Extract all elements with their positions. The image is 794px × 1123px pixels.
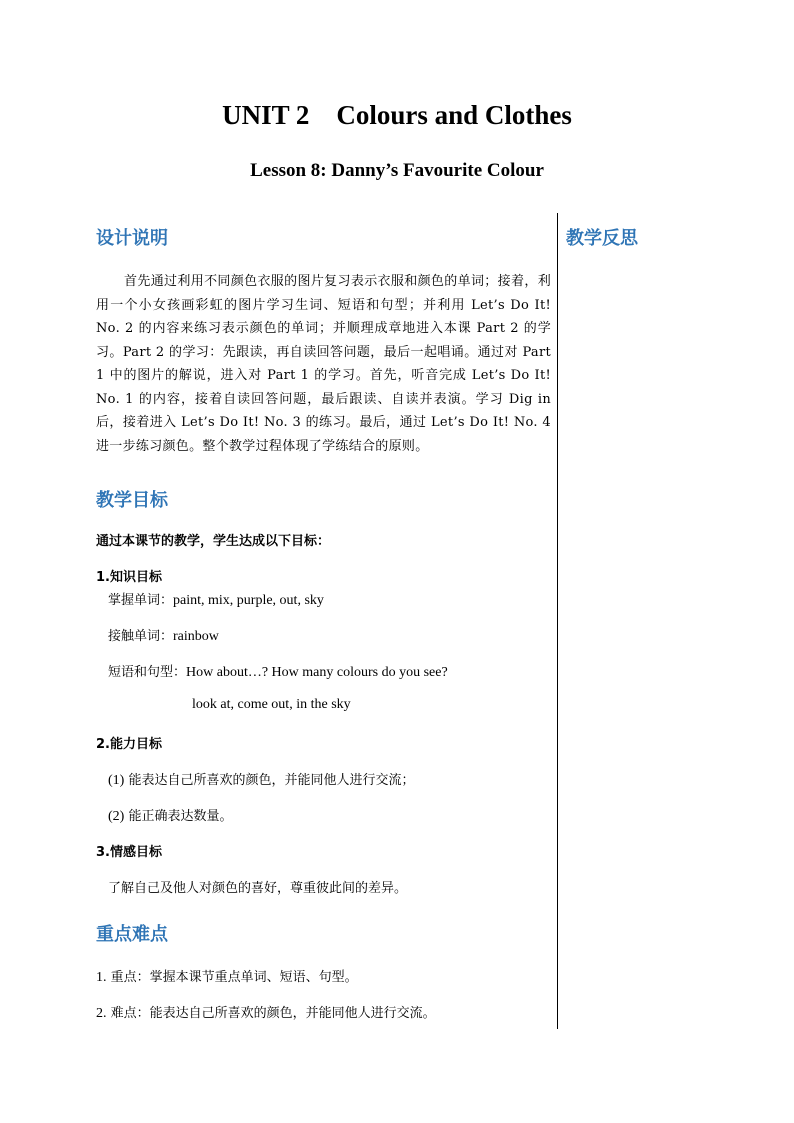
master-words: paint, mix, purple, out, sky bbox=[173, 593, 324, 608]
document-title: UNIT 2 Colours and Clothes bbox=[222, 100, 572, 130]
ability-item-1-number: (1) bbox=[108, 773, 125, 788]
ability-item-1 bbox=[108, 769, 414, 789]
ability-item-2-number: (2) bbox=[108, 809, 125, 824]
lesson-subtitle: Lesson 8: Danny’s Favourite Colour bbox=[250, 160, 544, 181]
design-heading: 设计说明 bbox=[96, 228, 168, 249]
master-words-label: 掌握单词： bbox=[108, 593, 174, 608]
design-paragraph: 首先通过利用不同颜色衣服的图片复习表示衣服和颜色的单词；接着，利用一个小女孩画彩虹的图片学习生词、短语和句型；并利用 Let’s Do It! No. 2 的内容来练习表示颜色的单词；并顺理成章地进入本课 Part 2 的学习。Part 2 的学习：先跟读，再自读回答问题，最后一起唱诵。通过对 Part 1 中的图片的解说，进入对 Part 1 的学习。首先，听音完成 Let’s Do It! No. 1 的内容，接着自读回答问题，最后跟读、自读并表演。学习 Dig in 后，接着进入 Let’s Do It! No. 3 的练习。最后，通过 Let’s Do It! No. 4 进一步练习颜色。整个教学过程体现了学练结合的原则。 bbox=[96, 274, 551, 454]
phrases-line-2: look at, come out, in the sky bbox=[192, 697, 351, 712]
key-point-1 bbox=[96, 966, 358, 986]
knowledge-heading: 1.知识目标 bbox=[96, 570, 162, 585]
emotion-text: 了解自己及他人对颜色的喜好，尊重彼此间的差异。 bbox=[108, 881, 408, 896]
master-words-row bbox=[108, 589, 324, 609]
objectives-heading: 教学目标 bbox=[96, 490, 168, 511]
phrases-row bbox=[108, 661, 448, 681]
key-point-2-number: 2. bbox=[96, 1006, 107, 1021]
phrases-line-1: How about…? How many colours do you see? bbox=[186, 665, 448, 680]
objectives-intro: 通过本课节的教学，学生达成以下目标： bbox=[96, 534, 331, 549]
key-point-2-text: 难点：能表达自己所喜欢的颜色，并能同他人进行交流。 bbox=[110, 1006, 436, 1021]
key-point-1-number: 1. bbox=[96, 970, 107, 985]
contact-words: rainbow bbox=[173, 629, 219, 644]
key-point-1-text: 重点：掌握本课节重点单词、短语、句型。 bbox=[110, 970, 358, 985]
reflection-heading: 教学反思 bbox=[566, 228, 638, 249]
ability-item-1-text: 能表达自己所喜欢的颜色，并能同他人进行交流； bbox=[128, 773, 415, 788]
ability-item-2-text: 能正确表达数量。 bbox=[128, 809, 233, 824]
ability-item-2 bbox=[108, 805, 232, 825]
phrases-label: 短语和句型： bbox=[108, 665, 187, 680]
column-divider bbox=[557, 213, 558, 1029]
key-point-2 bbox=[96, 1002, 436, 1022]
emotion-heading: 3.情感目标 bbox=[96, 845, 162, 860]
key-points-heading: 重点难点 bbox=[96, 924, 168, 945]
contact-words-label: 接触单词： bbox=[108, 629, 174, 644]
ability-heading: 2.能力目标 bbox=[96, 737, 162, 752]
contact-words-row bbox=[108, 625, 219, 645]
